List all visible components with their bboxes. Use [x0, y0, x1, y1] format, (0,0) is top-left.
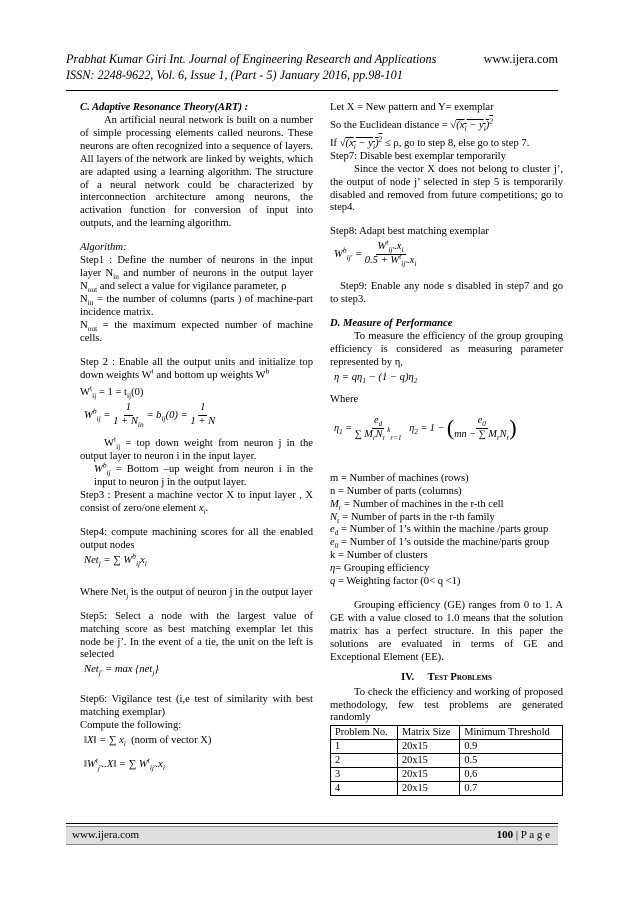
- table-row: [331, 754, 563, 768]
- bottom-up-weight-desc: $W^b_{ij}$ = Bottom –up weight from neuron i in the input to neuron j in the output layer.: [94, 460, 313, 489]
- table-cell: 20x15: [398, 754, 460, 768]
- equation-adapt: $W^b_{ij'}$ = $\frac{W^t_{ij'}.x_i}{0.5 + W^t_{ij'}.x_i}$: [334, 237, 417, 269]
- step1: Step1 : Define the number of neurons in the input layer $N_{in}$ and number of neurons in the output layer $N_{out}$ and select a value for vigilance parameter, ρ: [80, 255, 313, 295]
- equation-eta: $\eta = q\eta_1 - (1 - q)\eta_2$: [334, 371, 418, 385]
- definition-item: k = Number of clusters: [330, 550, 428, 562]
- equation-max: Net$_{j'}$ = max {net$_j$}: [84, 664, 159, 678]
- equation-eta-components: $\eta_1$ = $\frac{e_d}{\sum M_rN_r^k_{r=1}}$ $\eta_2 = 1$ − ( $\frac{e_0}{mn - \sum M_rN_r}$ ): [334, 414, 517, 442]
- table-cell: 20x15: [398, 768, 460, 782]
- step9: Step9: Enable any node s disabled in step7 and go to step3.: [330, 281, 563, 306]
- definition-item: $e_0$ = Number of 1’s outside the machine/parts group: [330, 537, 550, 551]
- definition-item: $N_r$ = Number of parts in the r-th family: [330, 511, 495, 525]
- step5: Step5: Select a node with the largest value of matching score as best matching exemplar let this node be j’. In the event of a tie, the unit on the left is selected: [80, 610, 313, 661]
- nout-definition: $N_{out}$ = the maximum expected number of machine cells.: [80, 319, 313, 344]
- section-heading-test-problems: IV. Test Problems: [401, 671, 492, 683]
- journal-url[interactable]: www.ijera.com: [483, 52, 558, 66]
- journal-citation: Prabhat Kumar Giri Int. Journal of Engineering Research and Applications: [66, 52, 437, 66]
- step3: Step3 : Present a machine vector X to input layer , X consist of zero/one element $x_i$.: [80, 490, 313, 517]
- heading-art: C. Adaptive Resonance Theory(ART) :: [80, 102, 249, 113]
- step2: Step 2 : Enable all the output units and initialize top down weights $W^t$ and bottom up weights $W^b$: [80, 356, 313, 381]
- page-number: 100 | P a g e: [496, 829, 550, 841]
- equation-net: Net$_j$ = ∑ $W^b_{ij}x_i$: [84, 551, 147, 568]
- nin-definition: $N_{in}$ = the number of columns (parts ) of machine-part incidence matrix.: [80, 293, 313, 318]
- definition-item: q = Weighting factor (0< q <1): [330, 576, 461, 588]
- test-paragraph: To check the efficiency and working of proposed methodology, few test problems are generated randomly: [330, 686, 563, 724]
- step4: Step4: compute machining scores for all the enabled output nodes: [80, 526, 313, 551]
- performance-paragraph: To measure the efficiency of the group grouping efficiency is considered as measuring parameter represented by η,: [330, 331, 563, 368]
- equation-wx: $‖W^t_{j'}..X‖$ = ∑ $W^t_{ij'}.x_i$: [84, 755, 165, 773]
- definition-item: η= Grouping efficiency: [330, 563, 430, 575]
- table-header-cell: Minimum Threshold: [460, 726, 563, 740]
- algorithm-label: Algorithm:: [80, 242, 127, 254]
- equation-bottom-up-init: $W^b_{ij}$ = $\frac{1}{1 + N_{in}}$ = $b_{ij}(0)$ = $\frac{1}{1 + N}$: [84, 402, 216, 430]
- footer: [66, 826, 558, 845]
- art-paragraph: An artificial neural network is built on a number of simple processing elements called neurons. These neurons are often recognized into a sequence of layers. All layers of the network are linked by weights, which are adapted using a learning algorithm. The structure of a neural network could be characterized by interconnection architecture among neurons, the activation function for conversion of input into outputs, and the learning algorithm.: [80, 114, 313, 230]
- let-x: Let X = New pattern and Y= exemplar: [330, 102, 494, 113]
- table-cell: 4: [331, 782, 398, 796]
- ge-paragraph: Grouping efficiency (GE) ranges from 0 to 1. A GE with a value closed to 1.0 means that the solution matrix has a perfect structure. In this paper the solutions are evaluated in terms of GE and Exceptional Element (EE).: [330, 600, 563, 663]
- test-problems-table: [330, 725, 563, 796]
- table-row: [331, 740, 563, 754]
- table-cell: 0.5: [460, 754, 563, 768]
- step7-paragraph: Since the vector X does not belong to cluster j’, the output of node j’ selected in step 5 is temporarily disabled and removed from future competitions; go to step4.: [330, 163, 563, 214]
- table-cell: 0.7: [460, 782, 563, 796]
- euclidean-distance: So the Euclidean distance = $√(x_i - y_i)^2$: [330, 116, 493, 134]
- table-header-cell: Matrix Size: [398, 726, 460, 740]
- weight-init: $W^t_{ij} = 1 = t_{ij}(0)$: [80, 383, 144, 401]
- if-condition: If $√(x_i - y_i)^2 \le \rho$, go to step 8, else go to step 7.: [330, 134, 530, 151]
- running-header: [66, 52, 558, 84]
- table-cell: 0.9: [460, 740, 563, 754]
- table-cell: 20x15: [398, 782, 460, 796]
- table-cell: 3: [331, 768, 398, 782]
- table-header-cell: Problem No.: [331, 726, 398, 740]
- table-cell: 1: [331, 740, 398, 754]
- where-label: Where: [330, 393, 359, 405]
- definition-item: n = Number of parts (columns): [330, 485, 462, 497]
- issn-line: ISSN: 2248-9622, Vol. 6, Issue 1, (Part - 5) January 2016, pp.98-101: [66, 67, 403, 82]
- step7: Step7: Disable best exemplar temporarily: [330, 150, 506, 162]
- left-column: [80, 102, 313, 783]
- equation-norm: ‖X‖ = ∑ $x_i$ (norm of vector X): [84, 735, 212, 749]
- definition-item: $M_r$ = Number of machines in the r-th cell: [330, 498, 504, 512]
- footer-url[interactable]: www.ijera.com: [72, 829, 140, 841]
- definition-item: m = Number of machines (rows): [330, 472, 469, 484]
- table-cell: 2: [331, 754, 398, 768]
- step6: Step6: Vigilance test (i,e test of similarity with best matching exemplar): [80, 694, 313, 719]
- table-row: [331, 782, 563, 796]
- heading-performance: D. Measure of Performance: [330, 318, 453, 330]
- table-cell: 0.6: [460, 768, 563, 782]
- table-row: [331, 768, 563, 782]
- table-cell: 20x15: [398, 740, 460, 754]
- footer-rule: [66, 823, 558, 824]
- header-rule: [66, 90, 558, 91]
- step8: Step8: Adapt best matching exemplar: [330, 226, 489, 238]
- variable-definitions: [330, 473, 563, 589]
- right-column: [330, 102, 563, 796]
- where-net: Where Net$_j$ is the output of neuron j in the output layer: [80, 586, 313, 600]
- top-down-weight-desc: $W^t_{ij}$ = top down weight from neuron j in the output layer to neuron i in the input layer.: [80, 434, 313, 463]
- definition-item: $e_d$ = Number of 1’s within the machine /parts group: [330, 524, 549, 538]
- compute-label: Compute the following:: [80, 720, 182, 732]
